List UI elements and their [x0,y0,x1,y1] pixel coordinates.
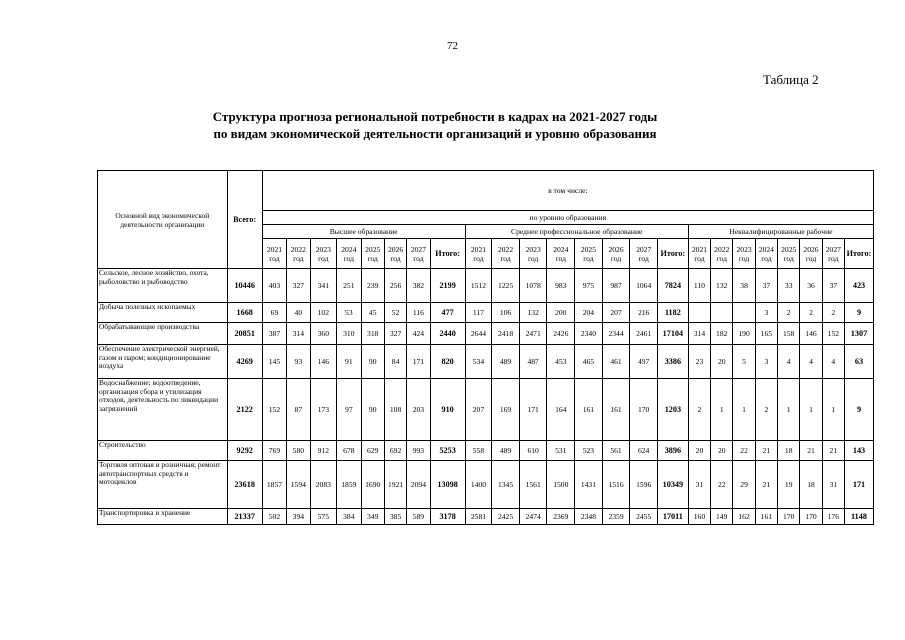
row-year-value: 1 [822,379,844,441]
row-year-value: 3 [755,303,777,323]
header-year: 2023 год [733,239,755,269]
row-year-value: 314 [287,323,310,345]
row-year-value: 4 [778,345,800,379]
row-year-value: 84 [384,345,406,379]
row-year-value: 461 [602,345,630,379]
row-year-value: 2461 [630,323,658,345]
row-year-value [733,303,755,323]
row-year-value: 387 [262,323,286,345]
header-year: 2024 год [337,239,361,269]
row-group-total: 820 [430,345,465,379]
header-group-total: Итого: [657,239,688,269]
header-year: 2022 год [492,239,520,269]
data-table [97,170,874,525]
row-year-value: 190 [733,323,755,345]
row-year-value: 117 [465,303,492,323]
header-activity: Основной вид экономической деятельности организации [98,171,228,269]
row-group-total: 9 [844,379,873,441]
row-year-value: 152 [262,379,286,441]
row-year-value: 170 [630,379,658,441]
row-year-value: 165 [755,323,777,345]
row-year-value: 97 [337,379,361,441]
row-group-total: 13098 [430,461,465,509]
row-year-value: 497 [630,345,658,379]
row-year-value: 110 [688,269,710,303]
row-year-value: 327 [384,323,406,345]
row-year-value: 146 [310,345,337,379]
row-group-total: 477 [430,303,465,323]
row-group-total: 10349 [657,461,688,509]
row-group-total: 1307 [844,323,873,345]
table-row [98,461,874,509]
header-group-total: Итого: [430,239,465,269]
header-year: 2026 год [384,239,406,269]
row-year-value: 912 [310,441,337,461]
row-group-total: 1182 [657,303,688,323]
header-year: 2027 год [407,239,430,269]
header-year: 2025 год [361,239,384,269]
row-year-value: 1400 [465,461,492,509]
row-year-value: 2426 [547,323,575,345]
row-year-value: 38 [733,269,755,303]
row-year-value: 993 [407,441,430,461]
row-total: 21337 [227,509,262,525]
header-year: 2021 год [262,239,286,269]
row-year-value: 2 [800,303,822,323]
row-year-value: 182 [711,323,733,345]
row-year-value: 983 [547,269,575,303]
row-year-value: 2 [755,379,777,441]
row-year-value: 152 [822,323,844,345]
row-year-value: 239 [361,269,384,303]
row-year-value: 394 [287,509,310,525]
row-year-value: 53 [337,303,361,323]
row-year-value: 146 [800,323,822,345]
row-year-value: 424 [407,323,430,345]
row-year-value: 2359 [602,509,630,525]
row-year-value: 2581 [465,509,492,525]
header-year: 2026 год [602,239,630,269]
row-year-value: 2455 [630,509,658,525]
header-year: 2022 год [711,239,733,269]
row-year-value: 465 [575,345,603,379]
header-year: 2026 год [800,239,822,269]
title-line-2: по видам экономической деятельности организаций и уровню образования [213,126,657,141]
row-year-value: 489 [492,345,520,379]
row-year-value: 1078 [519,269,547,303]
header-group: Высшее образование [262,225,465,239]
row-year-value: 4 [822,345,844,379]
row-year-value: 987 [602,269,630,303]
row-year-value: 21 [755,441,777,461]
row-year-value: 149 [711,509,733,525]
header-year: 2025 год [575,239,603,269]
table-row [98,441,874,461]
row-year-value: 610 [519,441,547,461]
row-year-value: 102 [310,303,337,323]
row-year-value: 1 [733,379,755,441]
row-year-value: 580 [287,441,310,461]
row-year-value: 37 [755,269,777,303]
row-total: 4269 [227,345,262,379]
row-group-total: 423 [844,269,873,303]
row-group-total: 1148 [844,509,873,525]
header-year: 2027 год [630,239,658,269]
row-group-total: 2199 [430,269,465,303]
row-group-total: 63 [844,345,873,379]
row-activity-name: Сельское, лесное хозяйство, охота, рыболовство и рыбоводство [98,269,228,303]
row-year-value: 171 [407,345,430,379]
row-year-value: 90 [361,379,384,441]
row-group-total: 171 [844,461,873,509]
row-activity-name: Обрабатывающие производства [98,323,228,345]
row-year-value: 90 [361,345,384,379]
header-year: 2023 год [519,239,547,269]
row-total: 20851 [227,323,262,345]
row-year-value: 204 [575,303,603,323]
row-year-value: 52 [384,303,406,323]
table-row [98,269,874,303]
row-year-value: 40 [287,303,310,323]
row-year-value: 200 [547,303,575,323]
row-year-value: 2369 [547,509,575,525]
row-year-value: 314 [688,323,710,345]
table-row [98,509,874,525]
row-year-value: 21 [822,441,844,461]
title-line-1: Структура прогноза региональной потребности в кадрах на 2021-2027 годы [212,109,658,124]
row-year-value: 3 [755,345,777,379]
row-year-value: 2418 [492,323,520,345]
row-year-value: 251 [337,269,361,303]
header-by-level: по уровню образования [262,211,873,225]
header-group: Среднее профессиональное образование [465,225,688,239]
row-year-value: 403 [262,269,286,303]
table-row [98,379,874,441]
row-year-value: 534 [465,345,492,379]
row-year-value: 624 [630,441,658,461]
row-year-value: 87 [287,379,310,441]
row-year-value: 22 [733,441,755,461]
row-year-value: 1921 [384,461,406,509]
row-year-value: 769 [262,441,286,461]
row-total: 2122 [227,379,262,441]
row-year-value: 69 [262,303,286,323]
row-year-value: 108 [384,379,406,441]
header-year: 2023 год [310,239,337,269]
row-year-value: 21 [755,461,777,509]
header-year: 2025 год [778,239,800,269]
row-group-total: 3896 [657,441,688,461]
row-year-value: 2644 [465,323,492,345]
header-year: 2024 год [755,239,777,269]
row-year-value: 349 [361,509,384,525]
row-year-value: 678 [337,441,361,461]
row-group-total: 3386 [657,345,688,379]
row-activity-name: Торговля оптовая и розничная; ремонт автотранспортных средств и мотоциклов [98,461,228,509]
row-year-value: 160 [688,509,710,525]
header-total: Всего: [227,171,262,269]
row-activity-name: Строительство [98,441,228,461]
row-year-value: 116 [407,303,430,323]
row-group-total: 3178 [430,509,465,525]
row-year-value: 31 [688,461,710,509]
row-year-value: 1 [778,379,800,441]
row-year-value: 29 [733,461,755,509]
row-year-value: 2 [778,303,800,323]
header-year: 2022 год [287,239,310,269]
row-group-total: 5253 [430,441,465,461]
row-year-value: 360 [310,323,337,345]
row-year-value: 2471 [519,323,547,345]
row-year-value: 21 [800,441,822,461]
row-year-value: 171 [519,379,547,441]
row-group-total: 2440 [430,323,465,345]
row-year-value: 203 [407,379,430,441]
row-year-value: 692 [384,441,406,461]
row-group-total: 9 [844,303,873,323]
row-year-value: 318 [361,323,384,345]
row-group-total: 17011 [657,509,688,525]
row-year-value: 170 [800,509,822,525]
row-year-value: 37 [822,269,844,303]
row-year-value: 385 [384,509,406,525]
row-year-value: 487 [519,345,547,379]
row-year-value: 176 [822,509,844,525]
row-year-value: 1064 [630,269,658,303]
row-year-value: 132 [711,269,733,303]
row-year-value: 2348 [575,509,603,525]
row-year-value: 256 [384,269,406,303]
row-year-value: 106 [492,303,520,323]
row-group-total: 910 [430,379,465,441]
row-group-total: 7824 [657,269,688,303]
header-year: 2021 год [465,239,492,269]
row-year-value: 489 [492,441,520,461]
row-year-value: 589 [407,509,430,525]
row-total: 1668 [227,303,262,323]
header-group: Неквалифицированные рабочие [688,225,873,239]
row-year-value: 1512 [465,269,492,303]
table-row [98,345,874,379]
row-year-value: 31 [822,461,844,509]
row-year-value: 2344 [602,323,630,345]
row-year-value: 531 [547,441,575,461]
row-year-value: 629 [361,441,384,461]
row-group-total: 17104 [657,323,688,345]
row-year-value: 1690 [361,461,384,509]
row-year-value: 5 [733,345,755,379]
row-year-value: 18 [800,461,822,509]
row-year-value: 145 [262,345,286,379]
header-group-total: Итого: [844,239,873,269]
row-year-value: 161 [755,509,777,525]
row-year-value: 207 [602,303,630,323]
row-year-value: 91 [337,345,361,379]
row-year-value: 2094 [407,461,430,509]
row-year-value: 173 [310,379,337,441]
row-year-value: 1225 [492,269,520,303]
row-year-value: 158 [778,323,800,345]
row-year-value: 558 [465,441,492,461]
row-activity-name: Транспортировка и хранение [98,509,228,525]
row-total: 10446 [227,269,262,303]
row-activity-name: Добыча полезных ископаемых [98,303,228,323]
row-year-value: 1859 [337,461,361,509]
row-year-value: 207 [465,379,492,441]
row-year-value: 20 [688,441,710,461]
row-year-value [688,303,710,323]
row-year-value: 22 [711,461,733,509]
row-year-value: 1500 [547,461,575,509]
row-year-value: 384 [337,509,361,525]
row-year-value: 164 [547,379,575,441]
row-year-value: 132 [519,303,547,323]
row-year-value: 1596 [630,461,658,509]
header-including: в том числе: [262,171,873,211]
row-year-value: 2083 [310,461,337,509]
header-year: 2027 год [822,239,844,269]
table-row [98,303,874,323]
row-activity-name: Водоснабжение; водоотведение, организация сбора и утилизация отходов, деятельность по ликвидации загрязнений [98,379,228,441]
header-year: 2021 год [688,239,710,269]
row-year-value: 310 [337,323,361,345]
page-number: 72 [447,40,458,52]
row-year-value: 2474 [519,509,547,525]
row-year-value: 18 [778,441,800,461]
row-year-value: 1857 [262,461,286,509]
row-year-value: 169 [492,379,520,441]
row-year-value: 1 [800,379,822,441]
row-total: 9292 [227,441,262,461]
row-year-value: 561 [602,441,630,461]
row-year-value: 1594 [287,461,310,509]
row-year-value: 341 [310,269,337,303]
row-year-value: 2425 [492,509,520,525]
row-total: 23618 [227,461,262,509]
table-row [98,323,874,345]
row-group-total: 1203 [657,379,688,441]
row-year-value: 93 [287,345,310,379]
row-year-value: 161 [602,379,630,441]
row-year-value: 1345 [492,461,520,509]
row-year-value: 1 [711,379,733,441]
row-year-value: 20 [711,441,733,461]
row-group-total: 143 [844,441,873,461]
row-year-value: 327 [287,269,310,303]
row-year-value: 1516 [602,461,630,509]
row-year-value: 19 [778,461,800,509]
row-year-value [711,303,733,323]
row-year-value: 170 [778,509,800,525]
row-year-value: 2 [688,379,710,441]
row-year-value: 523 [575,441,603,461]
row-year-value: 382 [407,269,430,303]
row-year-value: 2340 [575,323,603,345]
row-year-value: 20 [711,345,733,379]
row-year-value: 162 [733,509,755,525]
row-year-value: 2 [822,303,844,323]
row-year-value: 453 [547,345,575,379]
row-year-value: 502 [262,509,286,525]
row-year-value: 4 [800,345,822,379]
header-year: 2024 год [547,239,575,269]
row-year-value: 33 [778,269,800,303]
table-title [0,108,870,142]
row-year-value: 23 [688,345,710,379]
row-year-value: 1561 [519,461,547,509]
row-year-value: 36 [800,269,822,303]
row-year-value: 45 [361,303,384,323]
table-label: Таблица 2 [763,72,819,87]
row-year-value: 1431 [575,461,603,509]
row-activity-name: Обеспечение электрической энергией, газом и паром; кондиционирование воздуха [98,345,228,379]
row-year-value: 975 [575,269,603,303]
row-year-value: 216 [630,303,658,323]
row-year-value: 161 [575,379,603,441]
row-year-value: 575 [310,509,337,525]
